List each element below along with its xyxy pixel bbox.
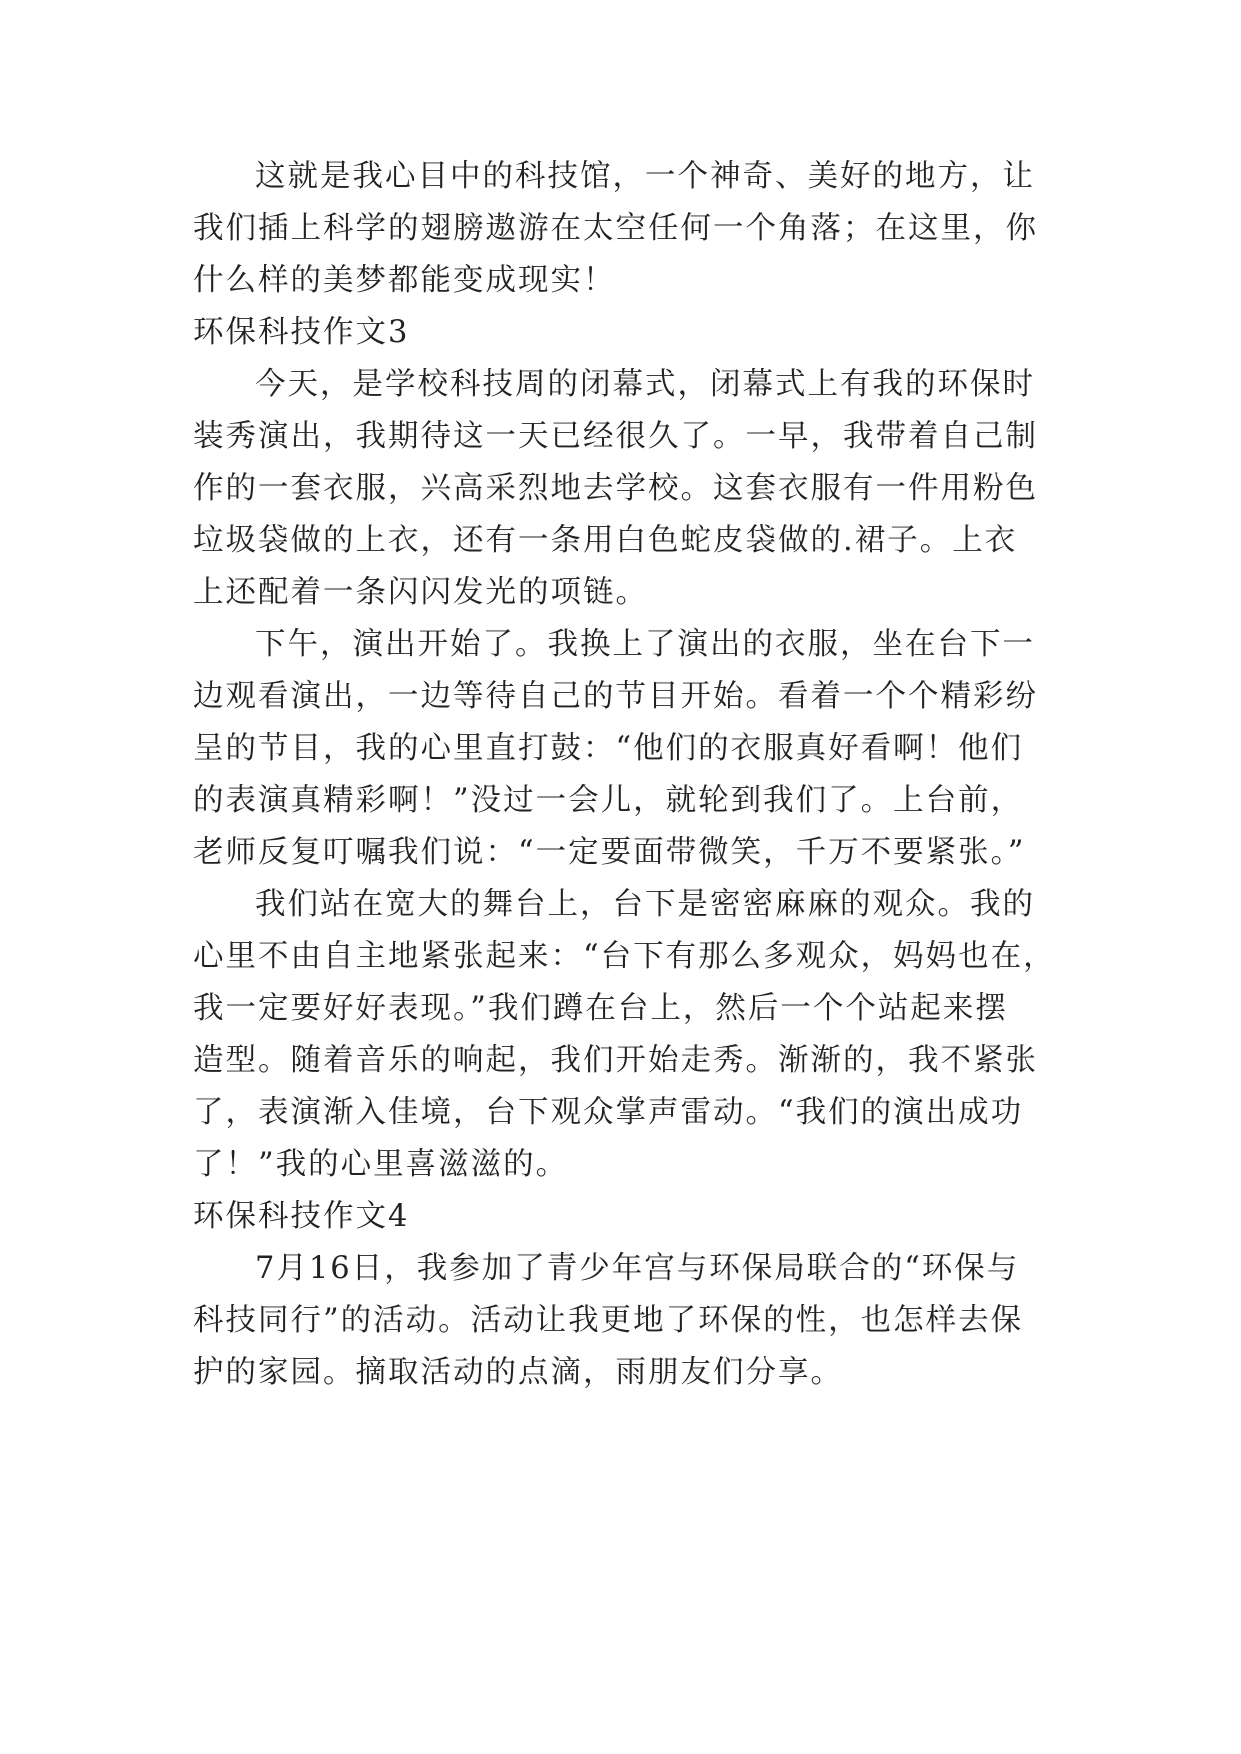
paragraph-line: 今天，是学校科技周的闭幕式，闭幕式上有我的环保时 <box>255 367 1035 402</box>
paragraph-line: 什么样的美梦都能变成现实！ <box>193 263 616 298</box>
paragraph-line: 我们插上科学的翅膀遨游在太空任何一个角落；在这里，你 <box>193 211 1038 246</box>
paragraph-line: 上还配着一条闪闪发光的项链。 <box>193 575 648 610</box>
paragraph-line: 造型。随着音乐的响起，我们开始走秀。渐渐的，我不紧张 <box>193 1043 1038 1078</box>
paragraph-line: 心里不由自主地紧张起来：“台下有那么多观众，妈妈也在， <box>193 939 1056 974</box>
paragraph-line: 我们站在宽大的舞台上，台下是密密麻麻的观众。我的 <box>255 887 1035 922</box>
paragraph-line: 边观看演出，一边等待自己的节目开始。看着一个个精彩纷 <box>193 679 1038 714</box>
section-heading: 环保科技作文4 <box>193 1199 410 1234</box>
paragraph-line: 这就是我心目中的科技馆，一个神奇、美好的地方，让 <box>255 159 1035 194</box>
paragraph-line: 垃圾袋做的上衣，还有一条用白色蛇皮袋做的.裙子。上衣 <box>193 523 1018 558</box>
paragraph-line: 我一定要好好表现。”我们蹲在台上，然后一个个站起来摆 <box>193 991 1008 1026</box>
section-heading: 环保科技作文3 <box>193 315 410 350</box>
paragraph-line: 护的家园。摘取活动的点滴，雨朋友们分享。 <box>193 1355 843 1390</box>
paragraph-line: 老师反复叮嘱我们说：“一定要面带微笑，千万不要紧张。” <box>193 835 1026 870</box>
paragraph-line: 了！”我的心里喜滋滋的。 <box>193 1147 569 1182</box>
paragraph-line: 呈的节目，我的心里直打鼓：“他们的衣服真好看啊！他们 <box>193 731 1024 766</box>
paragraph-line: 下午，演出开始了。我换上了演出的衣服，坐在台下一 <box>255 627 1035 662</box>
paragraph-line: 了，表演渐入佳境，台下观众掌声雷动。“我们的演出成功 <box>193 1095 1024 1130</box>
paragraph-line: 装秀演出，我期待这一天已经很久了。一早，我带着自己制 <box>193 419 1038 454</box>
paragraph-line: 作的一套衣服，兴高采烈地去学校。这套衣服有一件用粉色 <box>193 471 1038 506</box>
paragraph-line: 科技同行”的活动。活动让我更地了环保的性，也怎样去保 <box>193 1303 1024 1338</box>
paragraph-line: 7月16日，我参加了青少年宫与环保局联合的“环保与 <box>255 1251 1020 1286</box>
paragraph-line: 的表演真精彩啊！”没过一会儿，就轮到我们了。上台前， <box>193 783 1024 818</box>
